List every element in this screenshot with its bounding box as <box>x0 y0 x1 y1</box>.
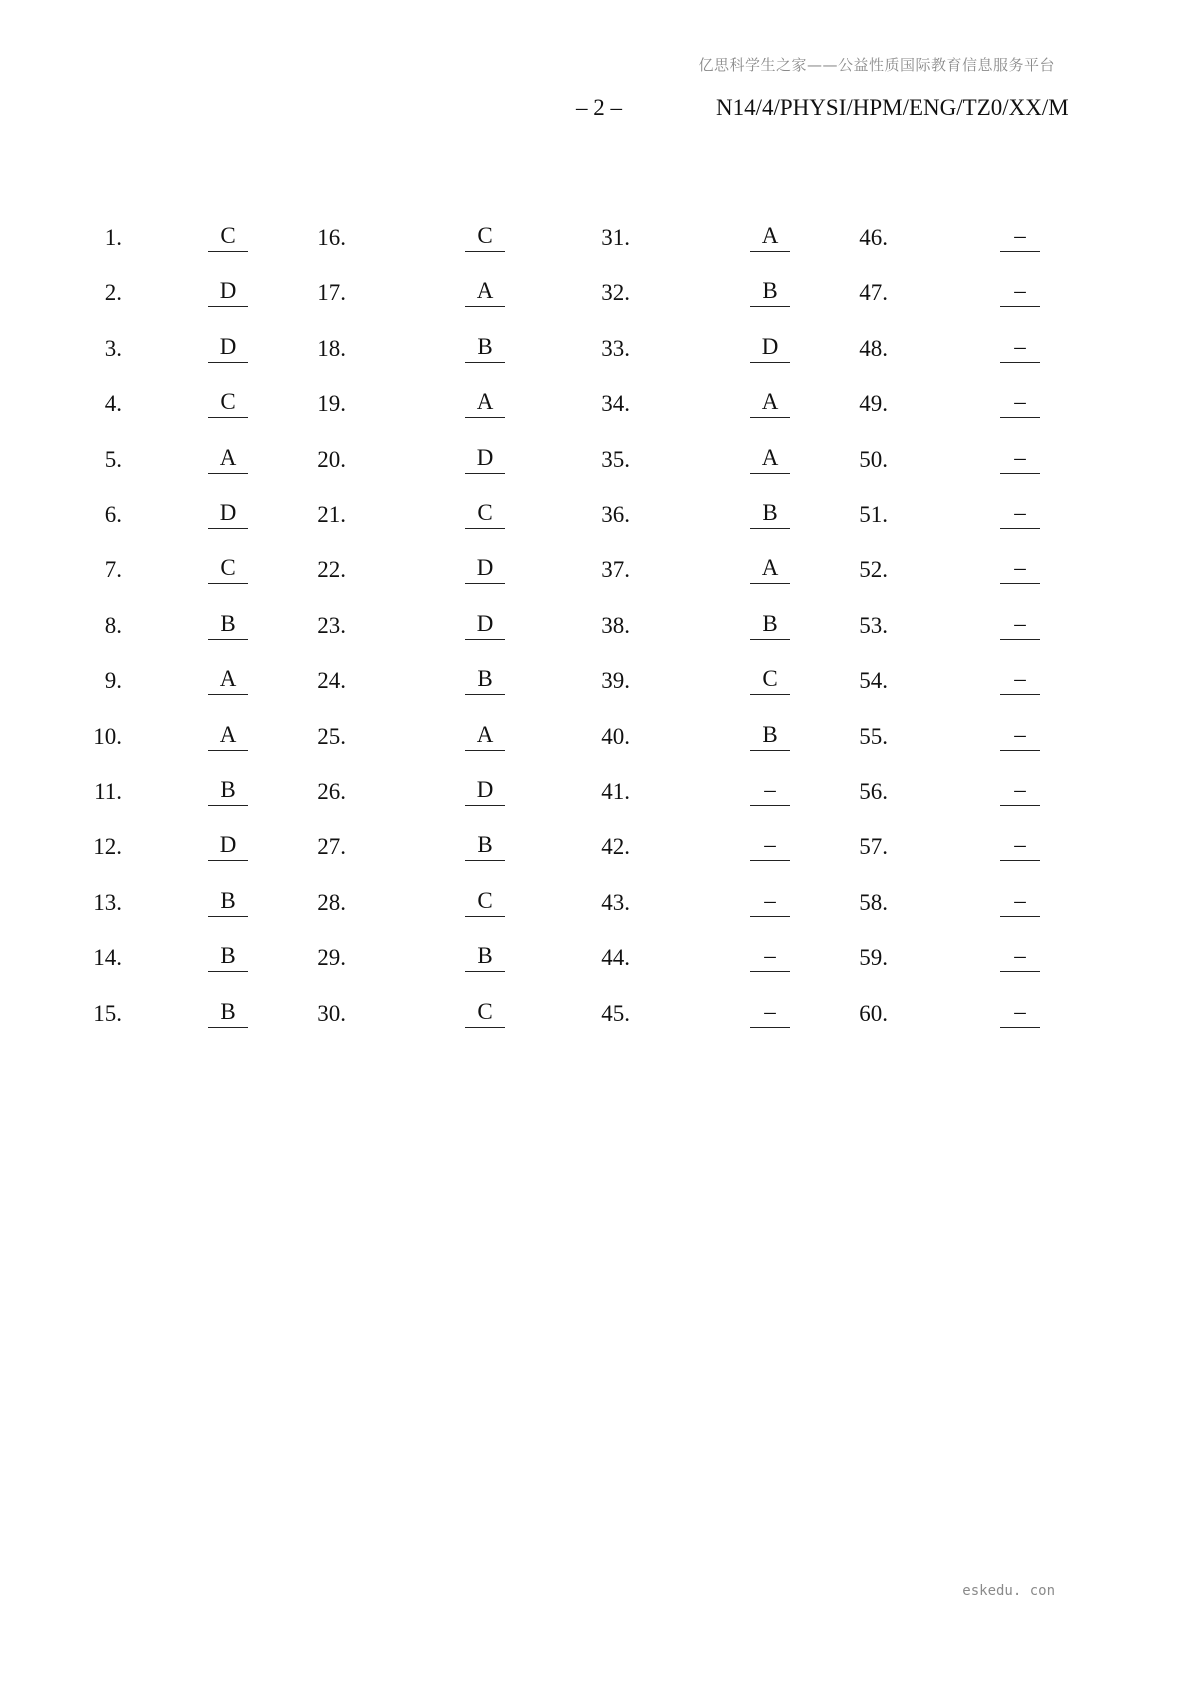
answer-row <box>0 779 1191 809</box>
question-number: 12. <box>93 834 122 860</box>
question-number: 54. <box>859 668 888 694</box>
answer-key: – <box>1000 666 1040 695</box>
answer-key: B <box>750 722 790 751</box>
answer-key: C <box>208 389 248 418</box>
answer-key: A <box>750 389 790 418</box>
answer-key: A <box>465 722 505 751</box>
answer-row <box>0 668 1191 698</box>
answer-key: – <box>1000 999 1040 1028</box>
answer-key: A <box>208 722 248 751</box>
page-number: – 2 – <box>576 95 622 120</box>
answer-key: – <box>1000 832 1040 861</box>
question-number: 14. <box>93 945 122 971</box>
page-header <box>0 95 1191 125</box>
question-number: 17. <box>317 280 346 306</box>
answer-key: A <box>208 666 248 695</box>
answer-key: D <box>465 445 505 474</box>
reference-code: N14/4/PHYSI/HPM/ENG/TZ0/XX/M <box>716 95 1069 120</box>
question-number: 13. <box>93 889 122 915</box>
question-number: 9. <box>104 668 122 694</box>
question-number: 1. <box>104 225 122 250</box>
answer-key: C <box>208 555 248 584</box>
answer-key: B <box>208 611 248 640</box>
question-number: 19. <box>317 391 346 417</box>
answer-key: – <box>1000 777 1040 806</box>
answer-row <box>0 391 1191 421</box>
question-number: 10. <box>93 723 122 749</box>
question-number: 44. <box>601 945 630 971</box>
question-number: 39. <box>601 668 630 694</box>
answer-key: B <box>208 777 248 806</box>
question-number: 52. <box>859 557 888 583</box>
question-number: 6. <box>104 502 122 527</box>
answer-key: – <box>1000 334 1040 363</box>
question-number: 23. <box>317 612 346 638</box>
question-number: 47. <box>859 280 888 306</box>
question-number: 28. <box>317 889 346 915</box>
question-number: 42. <box>601 834 630 860</box>
question-number: 30. <box>317 1000 346 1026</box>
answer-key: – <box>1000 555 1040 584</box>
question-number: 15. <box>93 1000 122 1026</box>
answer-key: D <box>208 500 248 529</box>
answer-key: – <box>1000 223 1040 252</box>
question-number: 29. <box>317 945 346 971</box>
answer-key: C <box>465 888 505 917</box>
question-number: 16. <box>317 225 346 250</box>
answer-key: B <box>465 943 505 972</box>
answer-key: – <box>1000 943 1040 972</box>
answer-key: – <box>750 999 790 1028</box>
watermark-top: 亿思科学生之家——公益性质国际教育信息服务平台 <box>698 56 1055 74</box>
answer-key: B <box>208 999 248 1028</box>
answer-key: D <box>208 278 248 307</box>
answer-row <box>0 502 1191 532</box>
question-number: 40. <box>601 723 630 749</box>
question-number: 36. <box>601 502 630 527</box>
question-number: 43. <box>601 889 630 915</box>
question-number: 22. <box>317 557 346 583</box>
question-number: 46. <box>859 225 888 250</box>
answer-key: D <box>208 334 248 363</box>
answer-key: – <box>1000 888 1040 917</box>
question-number: 41. <box>601 779 630 804</box>
answer-key: B <box>465 666 505 695</box>
question-number: 32. <box>601 280 630 306</box>
answer-row <box>0 444 1191 477</box>
answer-key: B <box>750 278 790 307</box>
watermark-bottom: eskedu. con <box>962 1583 1055 1599</box>
question-number: 58. <box>859 889 888 915</box>
question-number: 33. <box>601 335 630 361</box>
question-number: 53. <box>859 612 888 638</box>
question-number: 20. <box>317 446 346 472</box>
question-number: 26. <box>317 779 346 804</box>
answer-key: – <box>1000 389 1040 418</box>
question-number: 24. <box>317 668 346 694</box>
answer-row <box>0 998 1191 1031</box>
answer-row <box>0 225 1191 255</box>
question-number: 56. <box>859 779 888 804</box>
answer-key: A <box>208 445 248 474</box>
answer-key: B <box>465 334 505 363</box>
question-number: 59. <box>859 945 888 971</box>
answer-key: – <box>1000 500 1040 529</box>
answer-row <box>0 721 1191 754</box>
answer-key: C <box>465 500 505 529</box>
answer-row <box>0 333 1191 366</box>
answer-key: B <box>208 888 248 917</box>
question-number: 18. <box>317 335 346 361</box>
question-number: 2. <box>104 280 122 306</box>
question-number: 8. <box>104 612 122 638</box>
question-number: 37. <box>601 557 630 583</box>
answer-key: – <box>750 888 790 917</box>
question-number: 5. <box>104 446 122 472</box>
answer-key: D <box>750 334 790 363</box>
answer-row <box>0 280 1191 310</box>
answer-key: C <box>465 223 505 252</box>
answer-key: – <box>750 943 790 972</box>
answer-key: D <box>465 777 505 806</box>
answer-key: D <box>465 611 505 640</box>
answer-key: B <box>465 832 505 861</box>
answer-key: A <box>750 223 790 252</box>
question-number: 51. <box>859 502 888 527</box>
answer-row <box>0 610 1191 643</box>
answer-key: – <box>750 832 790 861</box>
answer-key: – <box>1000 278 1040 307</box>
question-number: 11. <box>94 779 122 804</box>
question-number: 45. <box>601 1000 630 1026</box>
question-number: 57. <box>859 834 888 860</box>
answer-key: – <box>1000 445 1040 474</box>
answer-key: A <box>465 278 505 307</box>
question-number: 34. <box>601 391 630 417</box>
answer-row <box>0 945 1191 975</box>
question-number: 55. <box>859 723 888 749</box>
answer-key: A <box>465 389 505 418</box>
answer-key: – <box>750 777 790 806</box>
answer-key: D <box>465 555 505 584</box>
answer-key: C <box>208 223 248 252</box>
answer-key: B <box>208 943 248 972</box>
question-number: 49. <box>859 391 888 417</box>
answer-key: C <box>465 999 505 1028</box>
question-number: 27. <box>317 834 346 860</box>
answer-key: – <box>1000 722 1040 751</box>
question-number: 35. <box>601 446 630 472</box>
question-number: 31. <box>601 225 630 250</box>
answer-row <box>0 834 1191 864</box>
answer-key: C <box>750 666 790 695</box>
question-number: 4. <box>104 391 122 417</box>
question-number: 60. <box>859 1000 888 1026</box>
question-number: 48. <box>859 335 888 361</box>
answer-key: – <box>1000 611 1040 640</box>
answer-row <box>0 887 1191 920</box>
answer-key: D <box>208 832 248 861</box>
question-number: 38. <box>601 612 630 638</box>
question-number: 50. <box>859 446 888 472</box>
question-number: 3. <box>104 335 122 361</box>
question-number: 21. <box>317 502 346 527</box>
answer-key: A <box>750 555 790 584</box>
answer-key: B <box>750 611 790 640</box>
question-number: 25. <box>317 723 346 749</box>
answer-key: B <box>750 500 790 529</box>
question-number: 7. <box>104 557 122 583</box>
answer-row <box>0 557 1191 587</box>
answer-key: A <box>750 445 790 474</box>
